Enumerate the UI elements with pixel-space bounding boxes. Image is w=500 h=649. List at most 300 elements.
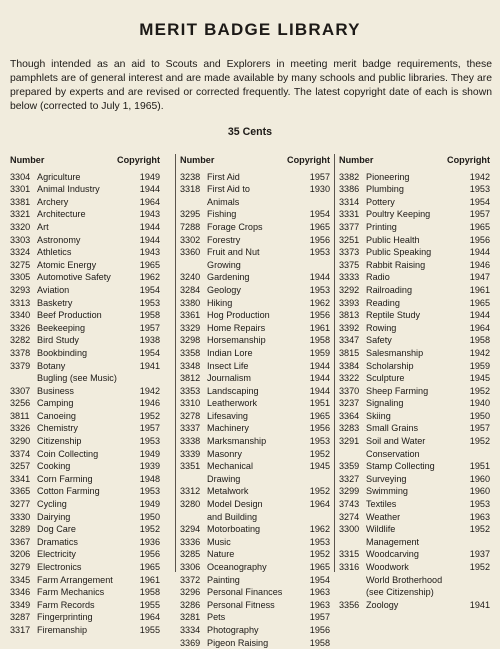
badge-name: Nature <box>207 549 235 560</box>
copyright-year: 1957 <box>469 209 490 220</box>
badge-name: Bookbinding <box>37 347 88 358</box>
badge-name: Beekeeping <box>37 322 86 333</box>
badge-name: Gardening <box>207 272 250 283</box>
pamphlet-number: 3813 <box>339 310 360 321</box>
copyright-year: 1942 <box>139 385 160 396</box>
badge-row <box>10 586 160 599</box>
pamphlet-number: 3375 <box>339 259 360 270</box>
badge-name: Forage Crops <box>207 221 263 232</box>
badge-row <box>180 284 330 297</box>
pamphlet-number: 3326 <box>10 322 31 333</box>
copyright-year: 1965 <box>469 221 490 232</box>
pamphlet-number: 3300 <box>339 524 360 535</box>
copyright-year: 1949 <box>139 448 160 459</box>
copyright-year: 1949 <box>139 499 160 510</box>
pamphlet-number: 3382 <box>339 171 360 182</box>
badge-name: Public Health <box>366 234 420 245</box>
pamphlet-number: 3256 <box>10 398 31 409</box>
pamphlet-number: 3351 <box>180 461 201 472</box>
badge-name: Chemistry <box>37 423 78 434</box>
badge-row <box>339 548 490 561</box>
copyright-year: 1960 <box>469 473 490 484</box>
copyright-year: 1957 <box>309 171 330 182</box>
badge-name: Athletics <box>37 247 72 258</box>
badge-row <box>180 297 330 310</box>
badge-name: Business <box>37 385 74 396</box>
copyright-year: 1958 <box>469 335 490 346</box>
badge-row <box>180 536 330 549</box>
badge-name: Rowing <box>366 322 397 333</box>
badge-row <box>10 246 160 259</box>
pamphlet-number: 3372 <box>180 574 201 585</box>
badge-name: Personal Finances <box>207 587 283 598</box>
badge-row <box>10 284 160 297</box>
column-header <box>180 154 330 167</box>
badge-name: Personal Fitness <box>207 599 275 610</box>
pamphlet-number: 3306 <box>180 562 201 572</box>
badge-name: Art <box>37 221 49 232</box>
copyright-year: 1953 <box>309 247 330 258</box>
copyright-year: 1965 <box>309 410 330 421</box>
pamphlet-number: 3386 <box>339 184 360 195</box>
badge-name: Coin Collecting <box>37 448 99 459</box>
pamphlet-number: 3365 <box>10 486 31 497</box>
pamphlet-number: 3295 <box>180 209 201 220</box>
copyright-header: Copyright <box>447 155 490 165</box>
pamphlet-number: 3336 <box>180 536 201 547</box>
badge-row <box>180 385 330 398</box>
pamphlet-number: 3326 <box>10 423 31 434</box>
badge-name: Aviation <box>37 284 70 295</box>
badge-name: Small Grains <box>366 423 419 434</box>
copyright-year: 1964 <box>469 322 490 333</box>
badge-row <box>339 372 490 385</box>
pamphlet-number: 3282 <box>10 335 31 346</box>
badge-name: Stamp Collecting <box>366 461 435 472</box>
badge-row <box>180 586 330 599</box>
badge-row <box>339 397 490 410</box>
badge-name: Rabbit Raising <box>366 259 426 270</box>
badge-name: World Brotherhood (see Citizenship) <box>366 574 443 598</box>
badge-row <box>10 511 160 524</box>
badge-row <box>180 460 330 485</box>
copyright-year: 1957 <box>139 322 160 333</box>
badge-name: Farm Arrangement <box>37 574 113 585</box>
badge-name: Fishing <box>207 209 237 220</box>
badge-name: Atomic Energy <box>37 259 97 270</box>
badge-row <box>10 624 160 637</box>
badge-row <box>180 234 330 247</box>
pamphlet-number: 3340 <box>10 310 31 321</box>
pamphlet-number: 3299 <box>339 486 360 497</box>
pamphlet-number: 3341 <box>10 473 31 484</box>
badge-row <box>180 637 330 649</box>
badge-row <box>10 221 160 234</box>
badge-row <box>339 561 490 574</box>
copyright-year: 1952 <box>139 524 160 535</box>
badge-name: First Aid <box>207 171 240 182</box>
badge-row <box>180 221 330 234</box>
intro-paragraph: Though intended as an aid to Scouts and Explorers in meeting merit badge requirements, these pamphlets are of general interest and are made available by many schools and public libraries. They are prepared by experts and are revised or corrected frequently. The latest copyright date of each is shown below (corrected to July 1, 1965). <box>10 59 492 112</box>
badge-name: Landscaping <box>207 385 259 396</box>
pamphlet-number: 3345 <box>10 574 31 585</box>
pamphlet-number: 3356 <box>339 599 360 610</box>
pamphlet-number: 3353 <box>180 385 201 396</box>
badge-name: Motorboating <box>207 524 261 535</box>
copyright-year: 1961 <box>139 574 160 585</box>
copyright-year: 1965 <box>139 562 160 572</box>
badge-row <box>180 360 330 373</box>
copyright-year: 1957 <box>469 423 490 434</box>
copyright-year: 1944 <box>469 247 490 258</box>
pamphlet-number: 3369 <box>180 637 201 648</box>
badge-name: Masonry <box>207 448 242 459</box>
badge-row <box>10 498 160 511</box>
copyright-year: 1954 <box>469 196 490 207</box>
pamphlet-number: 3347 <box>339 335 360 346</box>
badge-name: Metalwork <box>207 486 249 497</box>
badge-row <box>180 422 330 435</box>
badge-row <box>339 599 490 612</box>
copyright-year: 1944 <box>469 310 490 321</box>
badge-name: Automotive Safety <box>37 272 111 283</box>
badge-name: Poultry Keeping <box>366 209 431 220</box>
copyright-year: 1956 <box>309 310 330 321</box>
copyright-header: Copyright <box>117 155 160 165</box>
pamphlet-number: 3292 <box>339 284 360 295</box>
badge-name: Fruit and Nut Growing <box>207 247 260 270</box>
pamphlet-number: 3815 <box>339 347 360 358</box>
copyright-year: 1939 <box>139 461 160 472</box>
copyright-year: 1964 <box>309 499 330 510</box>
copyright-year: 1961 <box>309 322 330 333</box>
badge-row <box>10 360 160 373</box>
badge-name: Woodcarving <box>366 549 419 560</box>
badge-name: Journalism <box>207 373 251 384</box>
pamphlet-number: 3303 <box>10 234 31 245</box>
pamphlet-number: 3381 <box>10 196 31 207</box>
badge-row <box>180 347 330 360</box>
badge-name: Pioneering <box>366 171 410 182</box>
copyright-year: 1951 <box>309 398 330 409</box>
copyright-year: 1957 <box>309 612 330 623</box>
pamphlet-number: 3206 <box>10 549 31 560</box>
badge-row <box>180 183 330 208</box>
page-title: MERIT BADGE LIBRARY <box>139 20 361 39</box>
copyright-year: 1946 <box>139 398 160 409</box>
badge-row <box>180 611 330 624</box>
badge-row <box>10 322 160 335</box>
badge-row <box>339 246 490 259</box>
badge-name: Astronomy <box>37 234 81 245</box>
badge-name: Hiking <box>207 297 233 308</box>
copyright-year: 1957 <box>139 423 160 434</box>
copyright-year: 1958 <box>309 335 330 346</box>
badge-row <box>180 599 330 612</box>
copyright-year: 1940 <box>469 398 490 409</box>
badge-row <box>180 309 330 322</box>
copyright-year: 1952 <box>309 448 330 459</box>
badge-name: Canoeing <box>37 410 76 421</box>
copyright-year: 1944 <box>139 184 160 195</box>
badge-name: Reading <box>366 297 400 308</box>
copyright-header: Copyright <box>287 155 330 165</box>
pamphlet-number: 3329 <box>180 322 201 333</box>
pamphlet-number: 3743 <box>339 499 360 510</box>
badge-row <box>339 385 490 398</box>
badge-row <box>10 183 160 196</box>
badge-row <box>339 435 490 460</box>
badge-name: Reptile Study <box>366 310 421 321</box>
pamphlet-number: 3277 <box>10 499 31 510</box>
copyright-year: 1953 <box>309 284 330 295</box>
badge-row <box>10 422 160 435</box>
badge-row <box>339 410 490 423</box>
badge-name: Botany <box>37 360 66 371</box>
badge-row <box>339 574 490 599</box>
copyright-year: 1944 <box>139 221 160 232</box>
badge-row <box>180 448 330 461</box>
copyright-year: 1941 <box>139 360 160 371</box>
pamphlet-number: 3290 <box>10 436 31 447</box>
badge-row <box>180 485 330 498</box>
copyright-year: 1954 <box>309 574 330 585</box>
badge-name: Printing <box>366 221 397 232</box>
badge-name: Cooking <box>37 461 71 472</box>
badge-row <box>10 397 160 410</box>
copyright-year: 1963 <box>309 587 330 598</box>
copyright-year: 1945 <box>309 461 330 472</box>
copyright-year: 1954 <box>309 209 330 220</box>
copyright-year: 1959 <box>309 347 330 358</box>
pamphlet-number: 3284 <box>180 284 201 295</box>
pamphlet-number: 3379 <box>10 360 31 371</box>
badge-name: Pets <box>207 612 226 623</box>
pamphlet-number: 3304 <box>10 171 31 182</box>
badge-row <box>10 548 160 561</box>
pamphlet-number: 3301 <box>10 184 31 195</box>
badge-name: Textiles <box>366 499 397 510</box>
copyright-year: 1963 <box>469 511 490 522</box>
pamphlet-number: 3314 <box>339 196 360 207</box>
pamphlet-number: 3294 <box>180 524 201 535</box>
pamphlet-number: 3286 <box>180 599 201 610</box>
copyright-year: 1953 <box>469 184 490 195</box>
pamphlet-number: 3812 <box>180 373 201 384</box>
copyright-year: 1942 <box>469 347 490 358</box>
pamphlet-number: 3331 <box>339 209 360 220</box>
badge-name: First Aid to Animals <box>207 184 250 207</box>
badge-row <box>339 309 490 322</box>
pamphlet-number: 3359 <box>339 461 360 472</box>
copyright-year: 1952 <box>469 562 490 572</box>
badge-name: Farm Records <box>37 599 95 610</box>
copyright-year: 1952 <box>469 385 490 396</box>
copyright-year: 1944 <box>309 360 330 371</box>
copyright-year: 1948 <box>139 473 160 484</box>
badge-row <box>10 523 160 536</box>
copyright-year: 1958 <box>309 637 330 648</box>
badge-row <box>339 208 490 221</box>
pamphlet-number: 3285 <box>180 549 201 560</box>
pamphlet-number: 3298 <box>180 335 201 346</box>
copyright-year: 1950 <box>139 511 160 522</box>
pamphlet-number: 3320 <box>10 221 31 232</box>
badge-name: Photography <box>207 624 259 635</box>
badge-name: Oceanography <box>207 562 267 572</box>
badge-name: Geology <box>207 284 241 295</box>
badge-row <box>339 297 490 310</box>
pamphlet-number: 7288 <box>180 221 201 232</box>
pamphlet-number: 3321 <box>10 209 31 220</box>
pamphlet-number: 3349 <box>10 599 31 610</box>
badge-name: Beef Production <box>37 310 102 321</box>
copyright-year: 1954 <box>139 347 160 358</box>
badge-row <box>339 347 490 360</box>
badge-name: Horsemanship <box>207 335 266 346</box>
badge-name: Radio <box>366 272 390 283</box>
copyright-year: 1958 <box>139 587 160 598</box>
pamphlet-number: 3305 <box>10 272 31 283</box>
badge-row <box>180 322 330 335</box>
pamphlet-number: 3360 <box>180 247 201 258</box>
copyright-year: 1946 <box>469 259 490 270</box>
badge-name: Soil and Water Conservation <box>366 436 426 459</box>
badge-name: Camping <box>37 398 74 409</box>
pamphlet-number: 3370 <box>339 385 360 396</box>
badge-name: Agriculture <box>37 171 81 182</box>
badge-name: Wildlife Management <box>366 524 420 547</box>
copyright-year: 1951 <box>469 461 490 472</box>
pamphlet-number: 3237 <box>339 398 360 409</box>
badge-list <box>180 171 330 649</box>
pamphlet-number: 3279 <box>10 562 31 572</box>
badge-row <box>10 574 160 587</box>
badge-row <box>339 221 490 234</box>
pamphlet-number: 3257 <box>10 461 31 472</box>
pamphlet-number: 3240 <box>180 272 201 283</box>
pamphlet-number: 3296 <box>180 587 201 598</box>
badge-row <box>10 536 160 549</box>
badge-name: Citizenship <box>37 436 82 447</box>
pamphlet-number: 3334 <box>180 624 201 635</box>
badge-name: Skiing <box>366 410 391 421</box>
badge-row <box>10 208 160 221</box>
copyright-year: 1961 <box>469 284 490 295</box>
badge-row <box>180 523 330 536</box>
badge-row <box>10 385 160 398</box>
badge-row <box>180 171 330 184</box>
badge-row <box>180 271 330 284</box>
badge-name: Safety <box>366 335 392 346</box>
copyright-year: 1956 <box>469 234 490 245</box>
copyright-year: 1956 <box>309 624 330 635</box>
copyright-year: 1944 <box>309 385 330 396</box>
copyright-year: 1947 <box>469 272 490 283</box>
copyright-year: 1964 <box>139 612 160 623</box>
badge-row <box>10 561 160 574</box>
pamphlet-number: 3384 <box>339 360 360 371</box>
badge-row <box>10 448 160 461</box>
badge-row <box>339 473 490 486</box>
pamphlet-number: 3251 <box>339 234 360 245</box>
badge-row <box>10 473 160 486</box>
badge-name: Painting <box>207 574 240 585</box>
badge-name: Dramatics <box>37 536 78 547</box>
badge-name: Electricity <box>37 549 76 560</box>
badge-name: Fingerprinting <box>37 612 93 623</box>
badge-column-1 <box>10 154 160 637</box>
badge-name: Swimming <box>366 486 408 497</box>
pamphlet-number: 3339 <box>180 448 201 459</box>
pamphlet-number: 3393 <box>339 297 360 308</box>
badge-row <box>10 611 160 624</box>
badge-row <box>10 309 160 322</box>
badge-name: Farm Mechanics <box>37 587 105 598</box>
copyright-year: 1952 <box>139 410 160 421</box>
badge-row <box>339 334 490 347</box>
badge-name: Salesmanship <box>366 347 424 358</box>
pamphlet-number: 3287 <box>10 612 31 623</box>
badge-row <box>180 334 330 347</box>
badge-row <box>10 271 160 284</box>
badge-name: Bugling (see Music) <box>37 373 117 384</box>
badge-name: Basketry <box>37 297 73 308</box>
number-header: Number <box>339 155 374 165</box>
badge-name: Electronics <box>37 562 82 572</box>
badge-row <box>339 196 490 209</box>
copyright-year: 1956 <box>309 234 330 245</box>
copyright-year: 1945 <box>469 373 490 384</box>
badge-row <box>339 259 490 272</box>
badge-row <box>339 360 490 373</box>
copyright-year: 1964 <box>139 196 160 207</box>
copyright-year: 1952 <box>309 549 330 560</box>
pamphlet-number: 3278 <box>180 410 201 421</box>
badge-name: Bird Study <box>37 335 79 346</box>
pamphlet-number: 3346 <box>10 587 31 598</box>
badge-row <box>10 460 160 473</box>
copyright-year: 1959 <box>469 360 490 371</box>
badge-row <box>180 548 330 561</box>
pamphlet-number: 3291 <box>339 436 360 447</box>
copyright-year: 1962 <box>309 524 330 535</box>
copyright-year: 1965 <box>309 562 330 572</box>
badge-name: Lifesaving <box>207 410 248 421</box>
copyright-year: 1953 <box>309 436 330 447</box>
pamphlet-number: 3293 <box>10 284 31 295</box>
pamphlet-number: 3361 <box>180 310 201 321</box>
badge-row <box>339 422 490 435</box>
badge-row <box>180 624 330 637</box>
copyright-year: 1955 <box>139 624 160 635</box>
pamphlet-number: 3316 <box>339 562 360 572</box>
badge-name: Sculpture <box>366 373 405 384</box>
badge-row <box>10 196 160 209</box>
price-label: 35 Cents <box>227 126 273 138</box>
copyright-year: 1941 <box>469 599 490 610</box>
number-header: Number <box>10 155 45 165</box>
pamphlet-number: 3317 <box>10 624 31 635</box>
badge-list <box>339 171 490 612</box>
pamphlet-number: 3315 <box>339 549 360 560</box>
badge-row <box>180 208 330 221</box>
badge-name: Scholarship <box>366 360 414 371</box>
badge-row <box>180 574 330 587</box>
badge-name: Corn Farming <box>37 473 93 484</box>
pamphlet-number: 3275 <box>10 259 31 270</box>
pamphlet-number: 3307 <box>10 385 31 396</box>
